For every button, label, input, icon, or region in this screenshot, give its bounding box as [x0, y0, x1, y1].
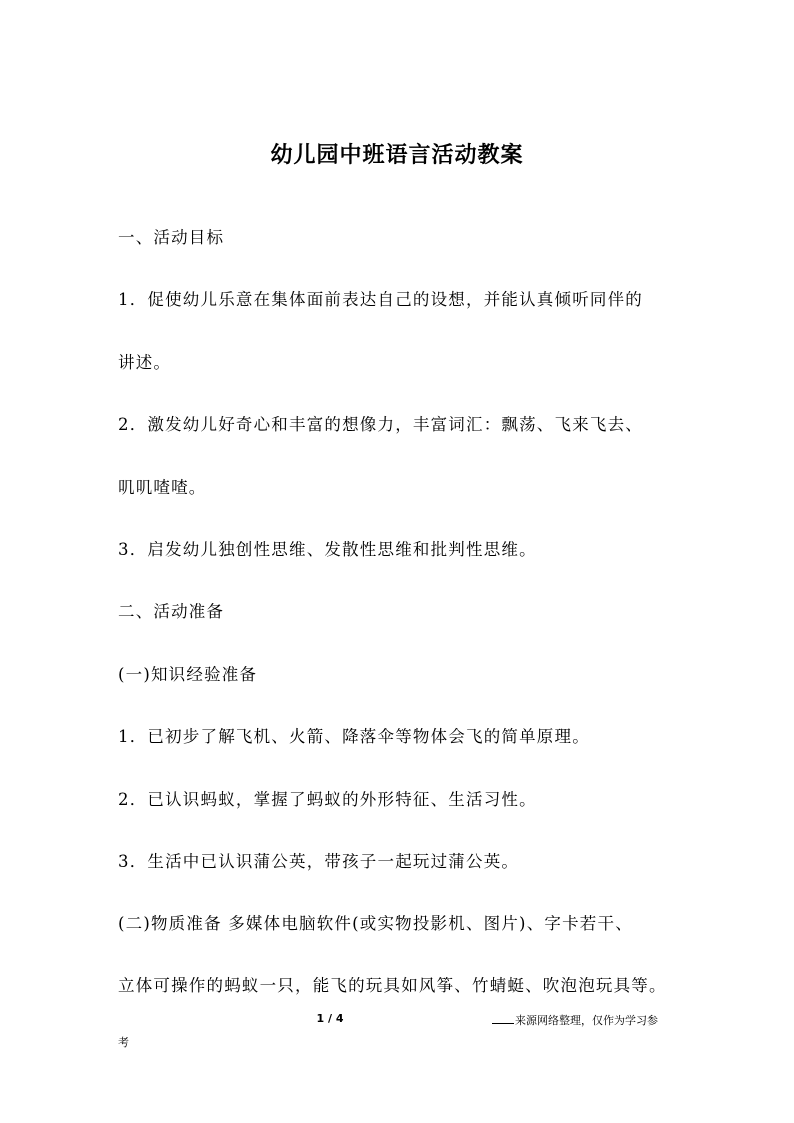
page-indicator: 1 / 4 — [316, 1012, 344, 1025]
section-heading-goals: 一、活动目标 — [118, 228, 225, 247]
section-heading-preparation: 二、活动准备 — [118, 602, 225, 621]
prep-item-3: 3．生活中已认识蒲公英，带孩子一起玩过蒲公英。 — [118, 852, 520, 871]
goal-2-line-2: 叽叽喳喳。 — [118, 478, 207, 497]
footer-underline — [492, 1023, 514, 1024]
footer-note-wrap: 考 — [118, 1036, 129, 1049]
goal-2-line-1: 2．激发幼儿好奇心和丰富的想像力，丰富词汇：飘荡、飞来飞去、 — [118, 415, 643, 434]
footer-note-text: 来源网络整理，仅作为学习参 — [515, 1014, 658, 1027]
goal-1-line-2: 讲述。 — [118, 353, 172, 372]
goal-1-line-1: 1．促使幼儿乐意在集体面前表达自己的设想，并能认真倾听同伴的 — [118, 290, 643, 309]
material-prep-line-2: 立体可操作的蚂蚁一只，能飞的玩具如风筝、竹蜻蜓、吹泡泡玩具等。 — [118, 976, 667, 995]
document-title: 幼儿园中班语言活动教案 — [270, 142, 524, 168]
prep-item-2: 2．已认识蚂蚁，掌握了蚂蚁的外形特征、生活习性。 — [118, 790, 537, 809]
prep-item-1: 1．已初步了解飞机、火箭、降落伞等物体会飞的简单原理。 — [118, 727, 590, 746]
subsection-knowledge-prep: (一)知识经验准备 — [118, 665, 258, 684]
footer-note — [492, 1012, 658, 1028]
material-prep-line-1: (二)物质准备 多媒体电脑软件(或实物投影机、图片)、字卡若干、 — [118, 914, 633, 933]
goal-3: 3．启发幼儿独创性思维、发散性思维和批判性思维。 — [118, 540, 537, 559]
